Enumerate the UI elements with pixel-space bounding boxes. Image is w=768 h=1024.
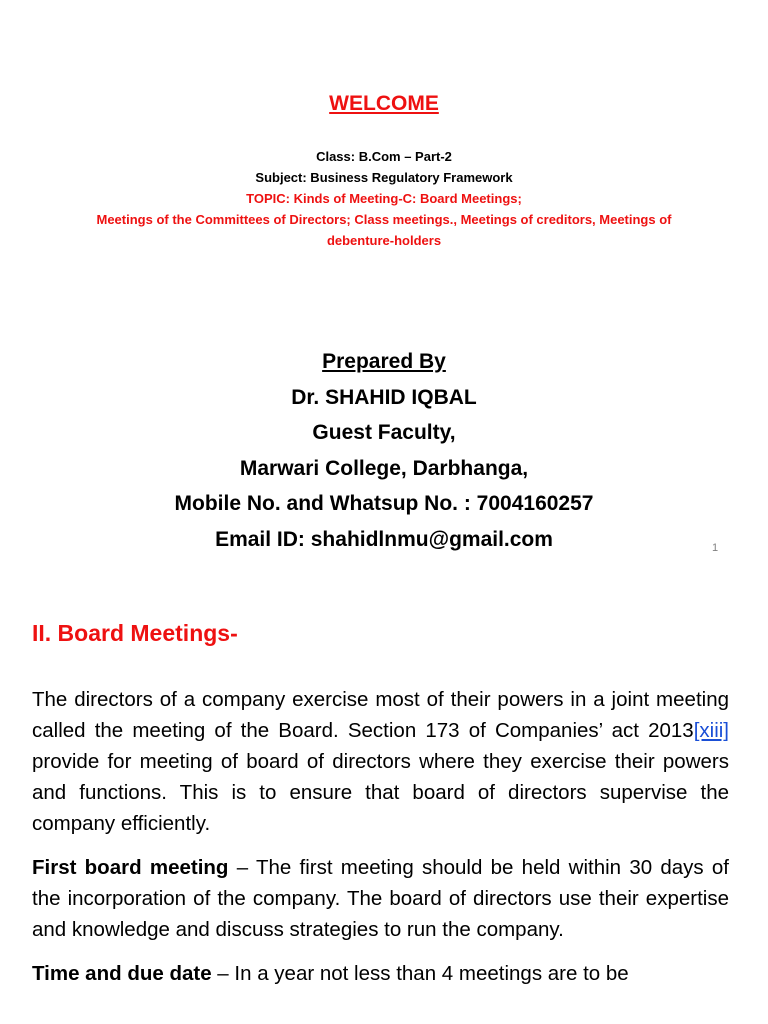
course-info — [40, 146, 728, 251]
author-name: Dr. SHAHID IQBAL — [291, 385, 477, 409]
author-info — [0, 344, 768, 557]
board-meetings-slide — [0, 580, 768, 1024]
topic-continued-line-2: debenture-holders — [326, 233, 442, 248]
first-board-meeting-label: First board meeting — [32, 856, 229, 879]
author-mobile: Mobile No. and Whatsup No. : 7004160257 — [174, 492, 594, 515]
class-line: Class: B.Com – Part-2 — [316, 149, 452, 164]
first-board-meeting-text: – The first meeting should be held within 30 days of the incorporation of the company. The board of directors use their expertise and knowledge and discuss strategies to run the company. — [32, 856, 729, 941]
author-role: Guest Faculty, — [312, 421, 456, 444]
paragraph-intro — [32, 684, 729, 839]
paragraph-time-and-due-date — [32, 958, 729, 989]
topic-continued-line-1: Meetings of the Committees of Directors; Class meetings., Meetings of creditors, Meetings of — [96, 212, 672, 227]
author-college: Marwari College, Darbhanga, — [239, 456, 529, 480]
paragraph-first-board-meeting — [32, 852, 729, 945]
subject-line: Subject: Business Regulatory Framework — [255, 170, 513, 185]
author-email: Email ID: shahidlnmu@gmail.com — [215, 527, 553, 551]
para1-text-end: provide for meeting of board of directors where they exercise their powers and functions. This is to ensure that board of directors supervise the company efficiently. — [32, 750, 729, 835]
prepared-by-label: Prepared By — [322, 350, 446, 373]
time-and-due-date-text: – In a year not less than 4 meetings are to be — [211, 962, 629, 985]
citation-link[interactable]: [xiii] — [693, 719, 729, 742]
welcome-heading: WELCOME — [329, 92, 439, 115]
page-number: 1 — [712, 542, 719, 554]
body-text — [32, 684, 729, 1002]
para1-text-start: The directors of a company exercise most of their powers in a joint meeting called the meeting of the Board. Section 173 of Companies’ act 2013 — [32, 688, 729, 742]
time-and-due-date-label: Time and due date — [32, 962, 212, 985]
section-heading: II. Board Meetings- — [32, 620, 238, 646]
topic-line: TOPIC: Kinds of Meeting-C: Board Meetings; — [246, 191, 522, 206]
